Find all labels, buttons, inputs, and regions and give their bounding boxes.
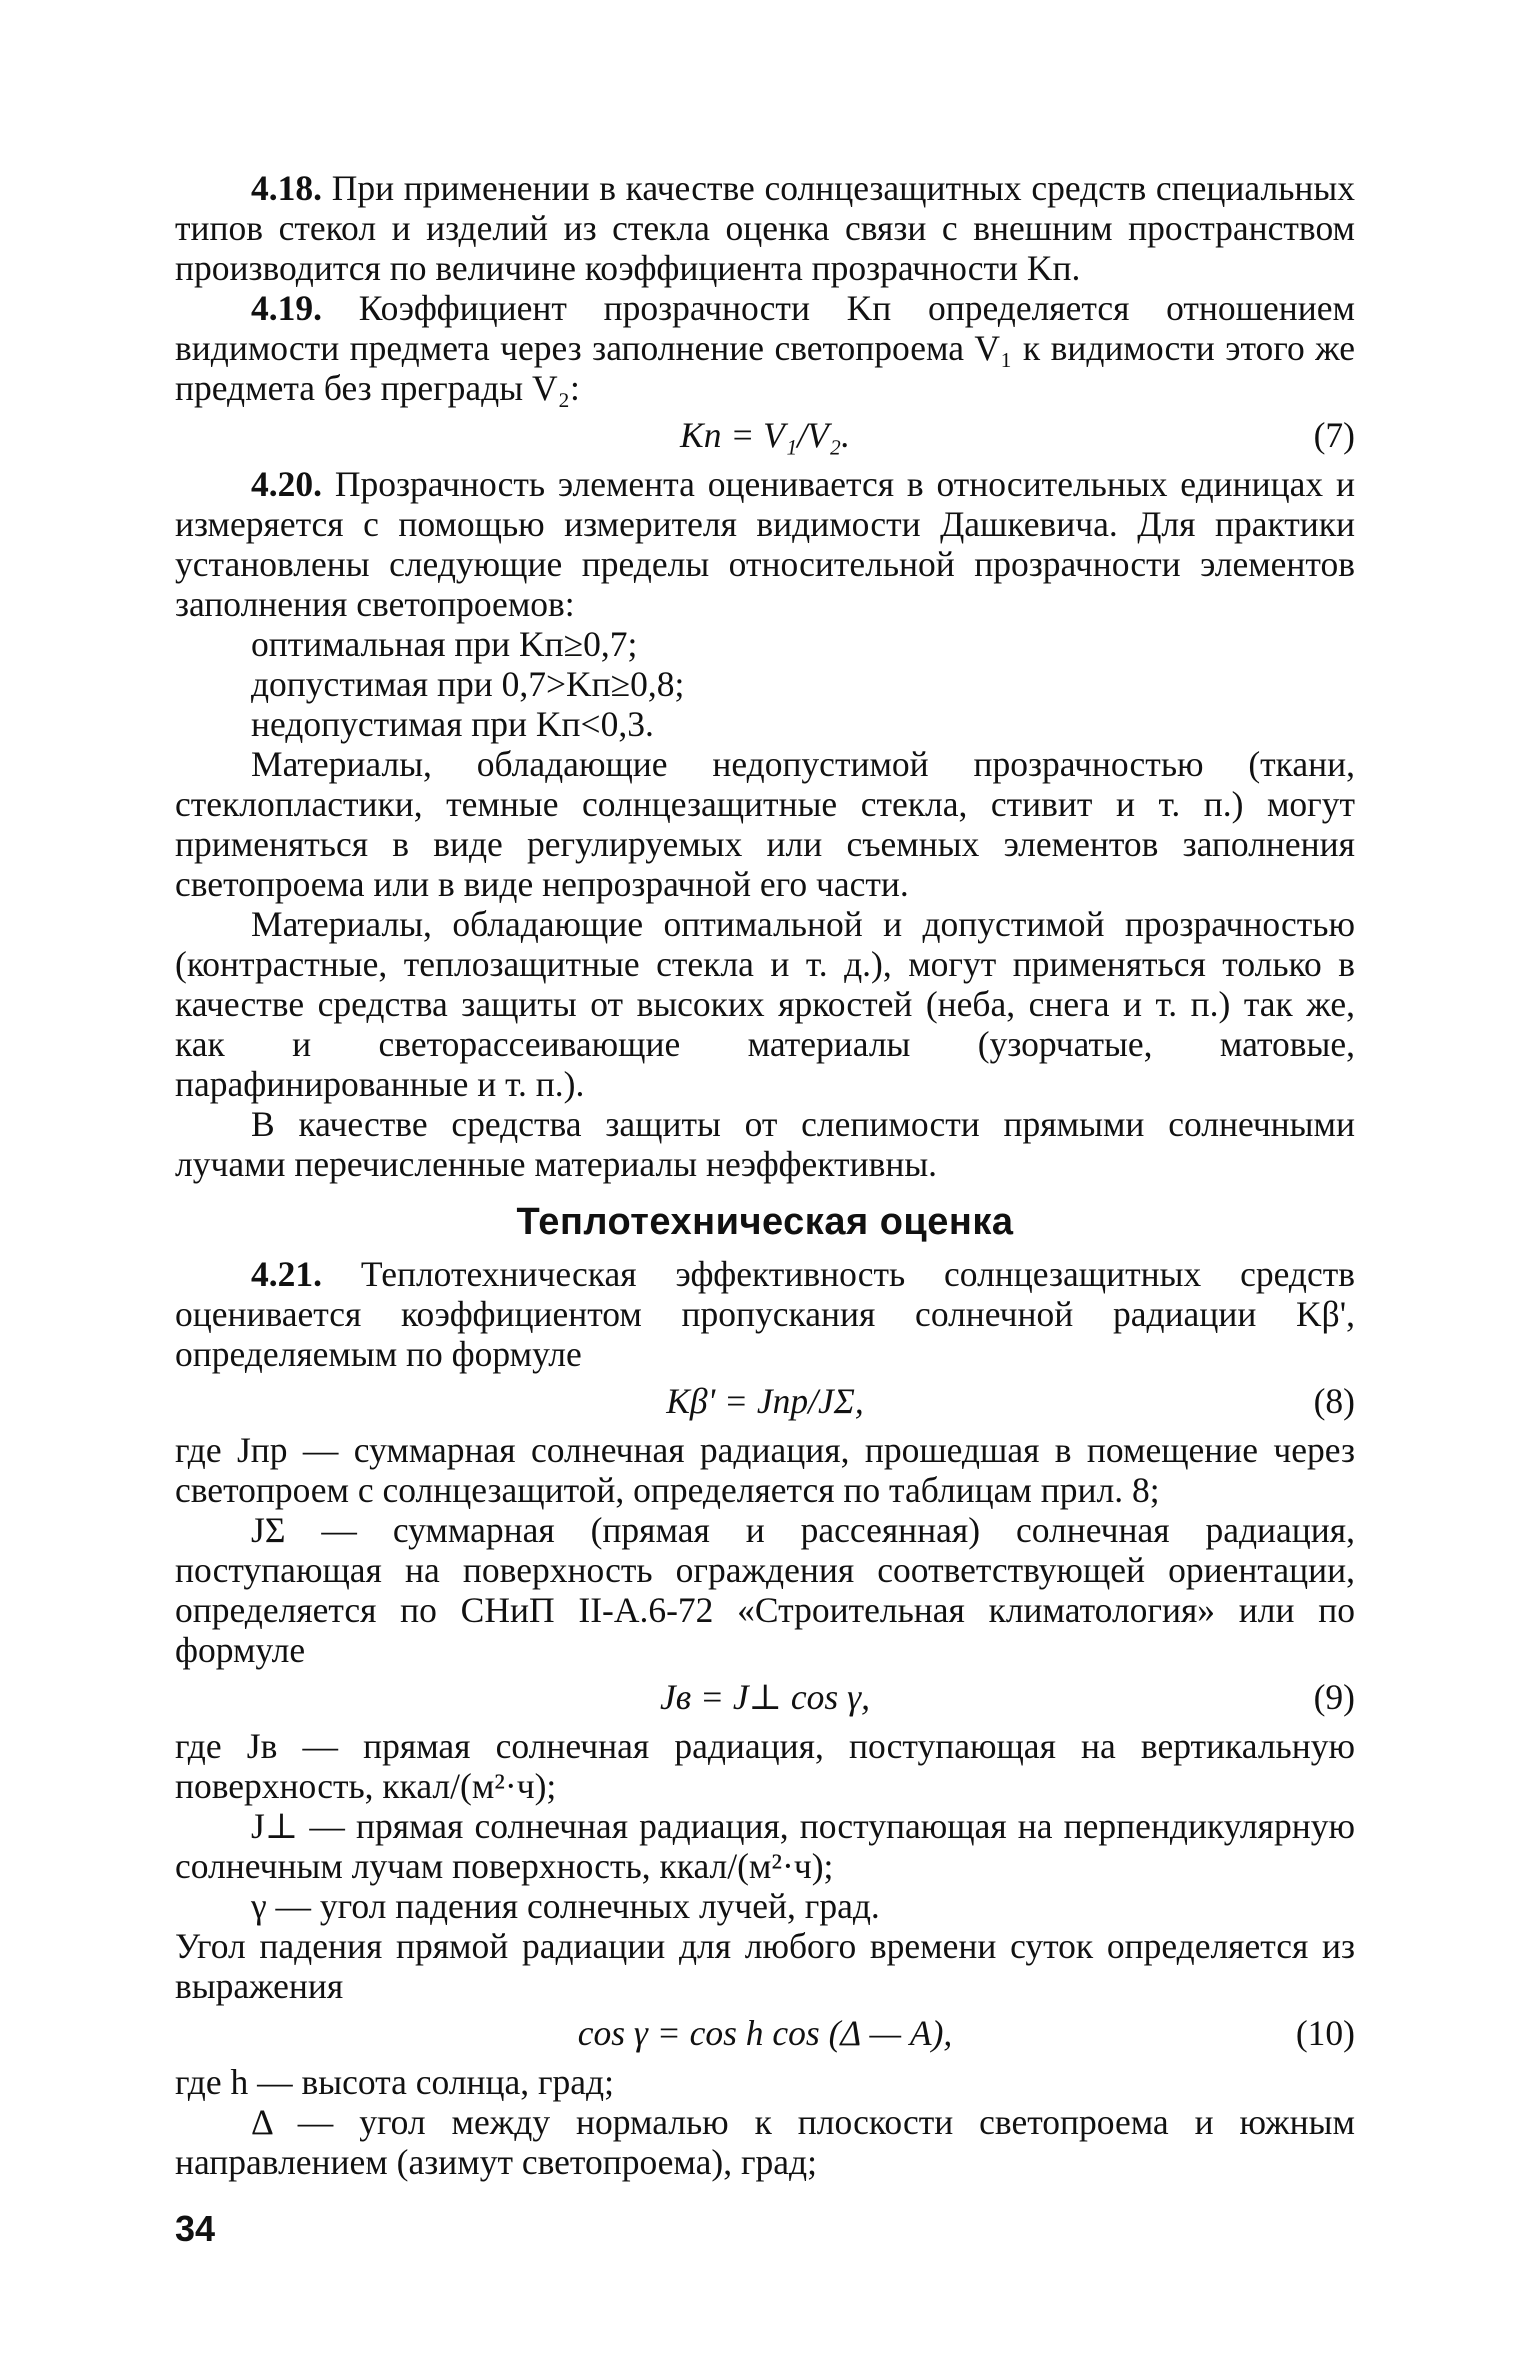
limit-acceptable: допустимая при 0,7>Kп≥0,8;: [251, 664, 685, 704]
paragraph-text: Прозрачность элемента оценивается в относительных единицах и измеряется с помощью измерителя видимости Дашкевича. Для практики установлены следующие пределы относительной прозрачности элементов заполнения светопроемов:: [175, 464, 1355, 624]
paragraph-4-18: [175, 168, 1355, 288]
definition-j-sum: JΣ — суммарная (прямая и рассеянная) солнечная радиация, поступающая на поверхность ограждения соответствующей ориентации, определяется по СНиП II-А.6-72 «Строительная климатология» или по формуле: [175, 1510, 1355, 1670]
paragraph-materials-3: В качестве средства защиты от слепимости прямыми солнечными лучами перечисленные материалы неэффективны.: [175, 1104, 1355, 1184]
limit-unacceptable: недопустимая при Kп<0,3.: [251, 704, 654, 744]
paragraph-4-21: [175, 1254, 1355, 1374]
definition-h: где h — высота солнца, град;: [175, 2062, 614, 2102]
section-heading: Теплотехническая оценка: [516, 1201, 1014, 1243]
definition-j-pr: где Jпр — суммарная солнечная радиация, прошедшая в помещение через светопроем с солнцезащитой, определяется по таблицам прил. 8;: [175, 1430, 1355, 1510]
formula-expression: Jв = J⊥ cos γ,: [660, 1677, 870, 1717]
page-number: 34: [175, 2208, 216, 2249]
limit-optimal: оптимальная при Kп≥0,7;: [251, 624, 638, 664]
formula-7: [175, 412, 1355, 458]
paragraph-text: Теплотехническая эффективность солнцезащитных средств оценивается коэффициентом пропускания солнечной радиации Kβ', определяемым по формуле: [175, 1254, 1355, 1374]
paragraph-materials-1: Материалы, обладающие недопустимой прозрачностью (ткани, стеклопластики, темные солнцезащитные стекла, стивит и т. п.) могут применяться в виде регулируемых или съемных элементов заполнения светопроема или в виде непрозрачной его части.: [175, 744, 1355, 904]
paragraph-4-19: [175, 288, 1355, 408]
equation-number: (7): [1313, 415, 1355, 455]
formula-8: [175, 1378, 1355, 1424]
equation-number: (9): [1313, 1677, 1355, 1717]
definition-delta: Δ — угол между нормалью к плоскости светопроема и южным направлением (азимут светопроема), град;: [175, 2102, 1355, 2182]
paragraph-angle: Угол падения прямой радиации для любого времени суток определяется из выражения: [175, 1926, 1355, 2006]
clause-number: 4.20.: [251, 464, 322, 504]
definition-j-perp: J⊥ — прямая солнечная радиация, поступающая на перпендикулярную солнечным лучам поверхность, ккал/(м²·ч);: [175, 1806, 1355, 1886]
formula-10: [175, 2010, 1355, 2056]
clause-number: 4.18.: [251, 168, 322, 208]
definition-gamma: γ — угол падения солнечных лучей, град.: [251, 1886, 880, 1926]
paragraph-4-20: [175, 464, 1355, 624]
definition-j-v: где Jв — прямая солнечная радиация, поступающая на вертикальную поверхность, ккал/(м²·ч);: [175, 1726, 1355, 1806]
page-body: [175, 168, 1355, 2182]
clause-number: 4.21.: [251, 1254, 322, 1294]
formula-expression: cos γ = cos h cos (Δ — A),: [577, 2013, 953, 2053]
equation-number: (10): [1295, 2013, 1355, 2053]
paragraph-text: Коэффициент прозрачности Kп определяется отношением видимости предмета через заполнение светопроема V₁ к видимости этого же предмета без преграды V₂:: [175, 288, 1355, 408]
paragraph-text: При применении в качестве солнцезащитных средств специальных типов стекол и изделий из стекла оценка связи с внешним пространством производится по величине коэффициента прозрачности Kп.: [175, 168, 1355, 288]
formula-expression: Kβ' = Jпр/JΣ,: [666, 1381, 864, 1421]
formula-expression: Kп = V₁/V₂.: [680, 415, 850, 455]
paragraph-materials-2: Материалы, обладающие оптимальной и допустимой прозрачностью (контрастные, теплозащитные стекла и т. д.), могут применяться только в качестве средства защиты от высоких яркостей (неба, снега и т. п.) так же, как и светорассеивающие материалы (узорчатые, матовые, парафинированные и т. п.).: [175, 904, 1355, 1104]
clause-number: 4.19.: [251, 288, 322, 328]
formula-9: [175, 1674, 1355, 1720]
equation-number: (8): [1313, 1381, 1355, 1421]
